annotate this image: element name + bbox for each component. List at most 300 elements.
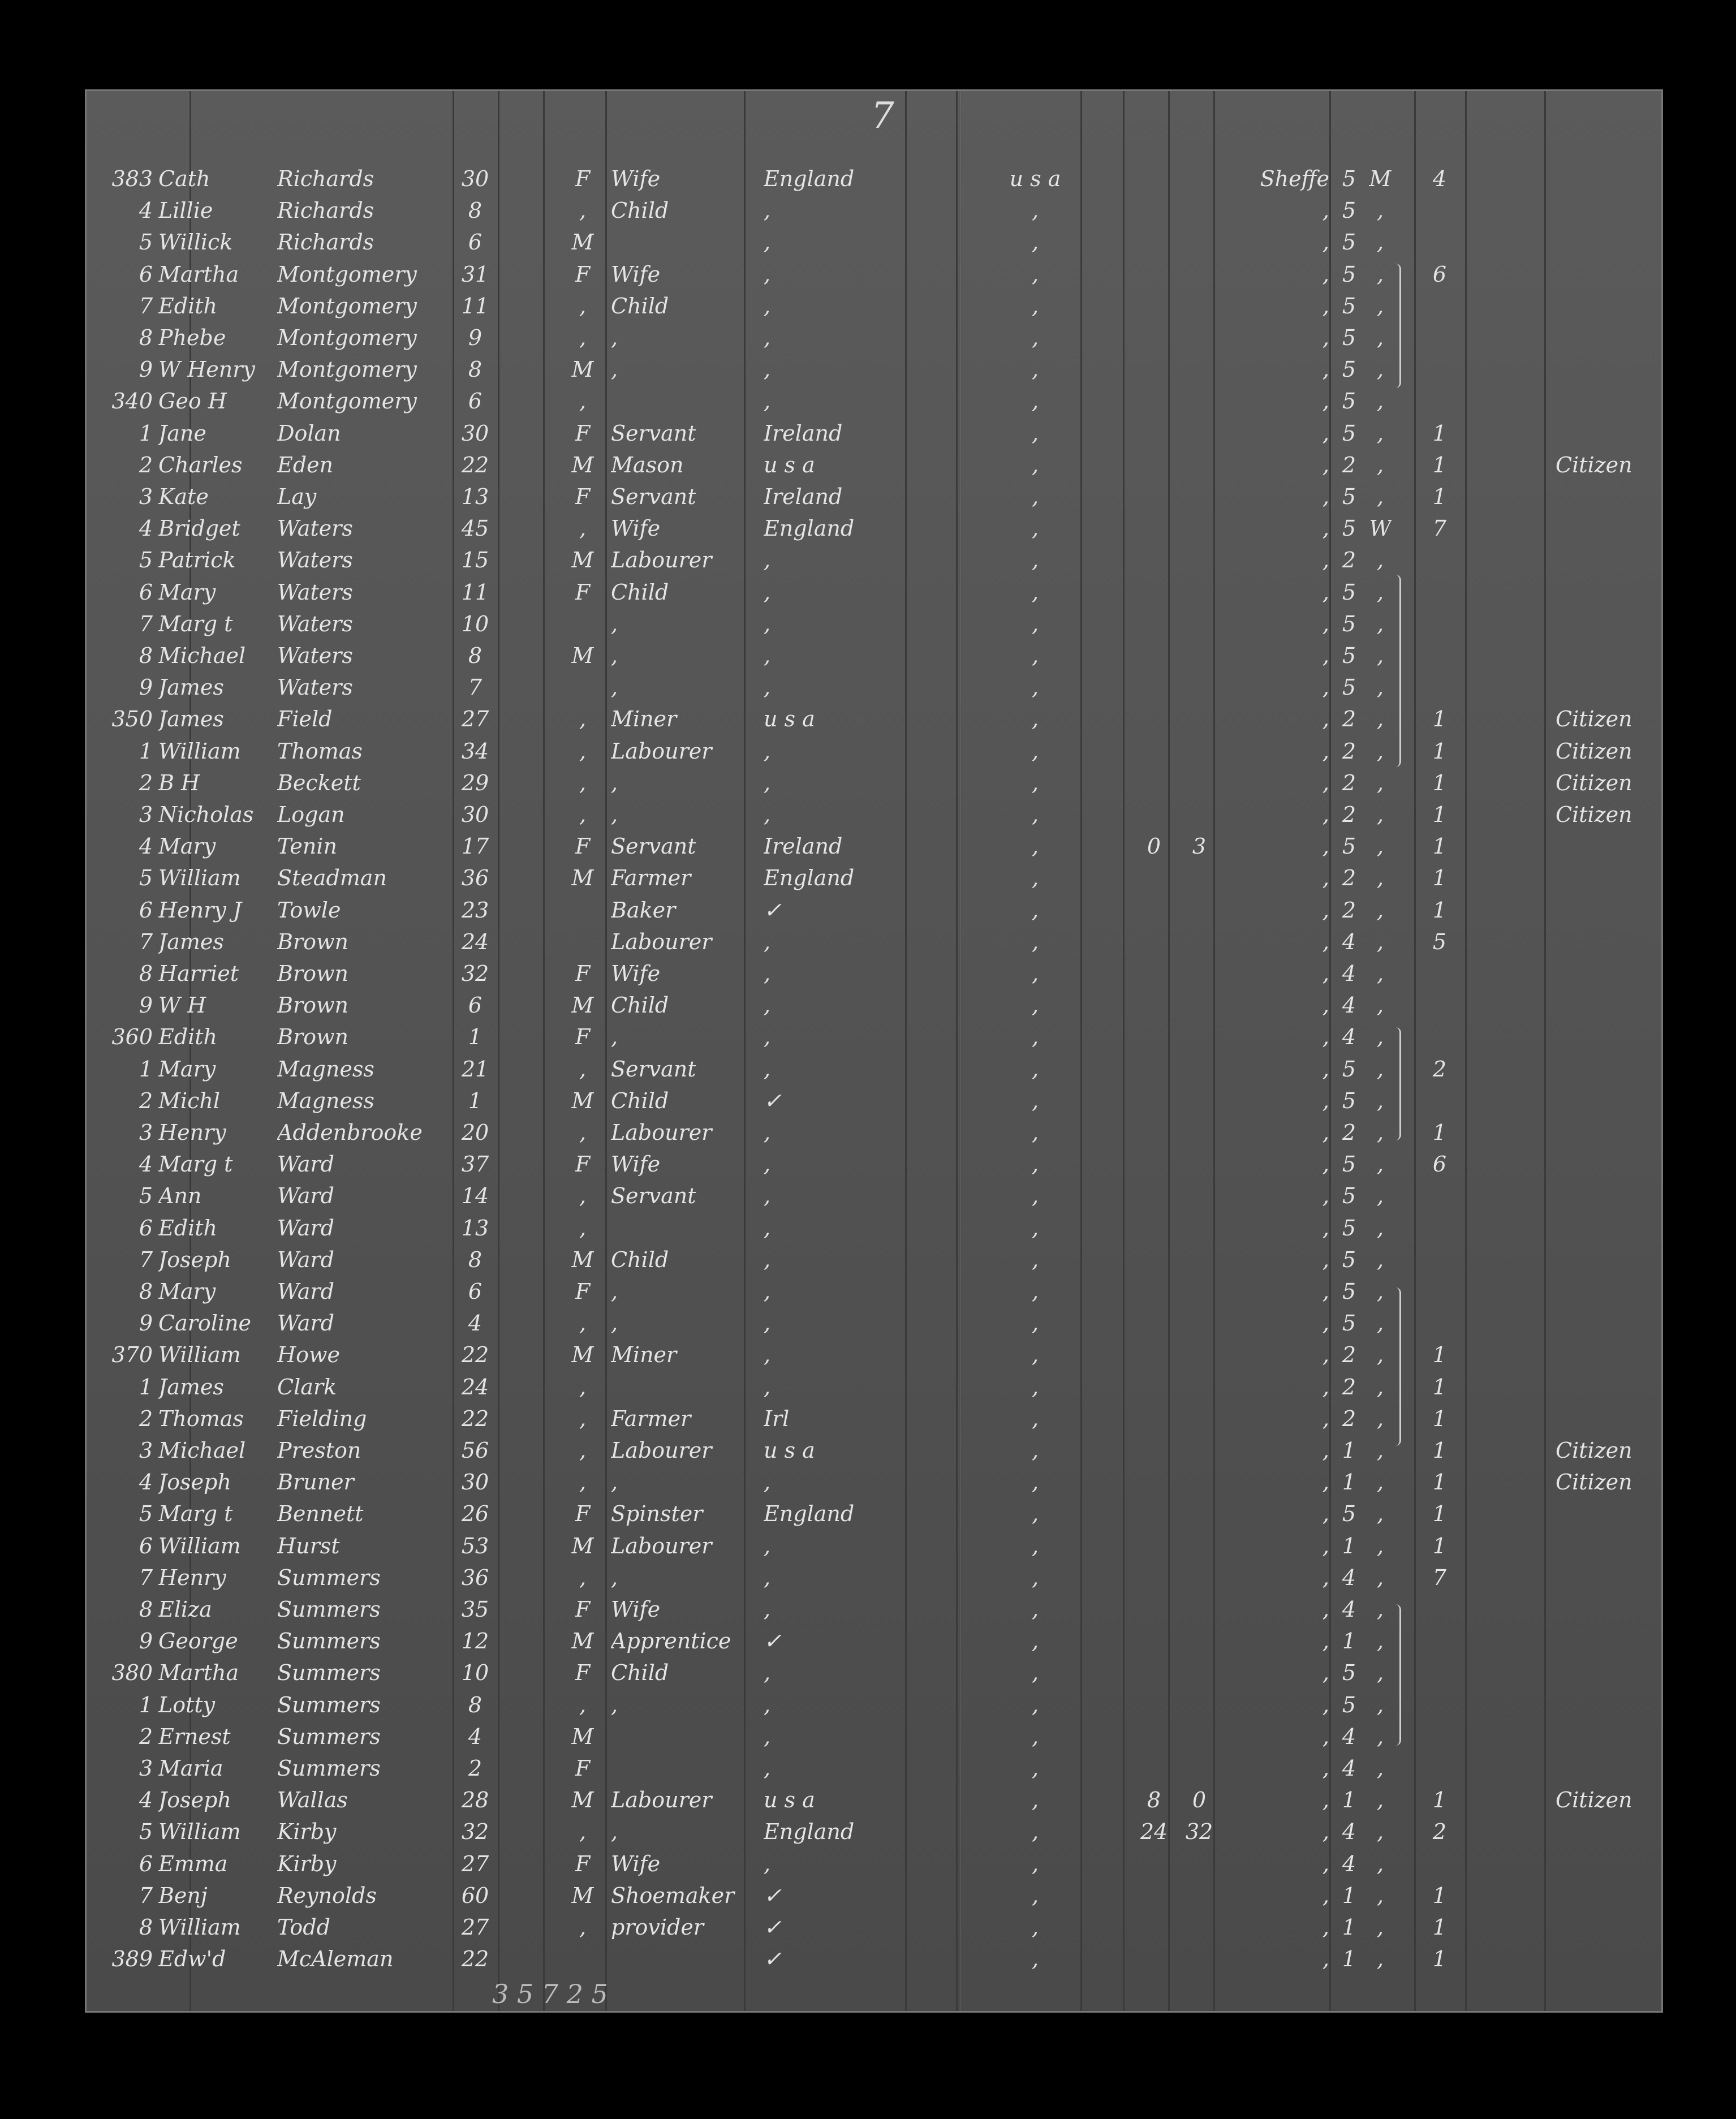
relationship-occupation: Wife <box>611 961 661 986</box>
census-row <box>85 1180 1663 1212</box>
age: 56 <box>461 1438 489 1463</box>
class: 4 <box>1342 1597 1356 1622</box>
citizenship: Citizen <box>1556 802 1632 827</box>
census-page <box>85 89 1663 2013</box>
relationship-occupation: Child <box>611 198 669 223</box>
count: 6 <box>1432 261 1447 287</box>
first-name: Geo H <box>158 389 227 414</box>
first-name: William <box>158 738 241 764</box>
last-name: Montgomery <box>277 325 417 350</box>
marital-mark: , <box>1376 484 1384 509</box>
relationship-occupation: Child <box>611 1247 669 1272</box>
marital-mark: , <box>1376 1438 1384 1463</box>
sex: , <box>579 770 587 795</box>
class: 1 <box>1342 1629 1356 1654</box>
first-name: Edith <box>158 1024 217 1050</box>
count: 1 <box>1432 1120 1447 1145</box>
birthplace: England <box>764 1819 855 1845</box>
count: 1 <box>1432 1470 1447 1495</box>
first-name: James <box>158 675 224 700</box>
census-row <box>85 799 1663 830</box>
count: 5 <box>1432 929 1447 954</box>
age: 8 <box>468 643 483 668</box>
class: 4 <box>1342 1024 1356 1050</box>
parents-birthplace: , <box>1031 452 1039 477</box>
citizenship: Citizen <box>1556 738 1632 764</box>
parents-birthplace: , <box>1031 929 1039 954</box>
last-name: Waters <box>277 611 353 636</box>
count: 1 <box>1432 1406 1447 1431</box>
state: , <box>1322 643 1329 668</box>
relationship-occupation: Servant <box>611 1183 696 1209</box>
row-number: 3 <box>139 484 153 509</box>
parents-birthplace: , <box>1031 198 1039 223</box>
age: 12 <box>461 1629 489 1654</box>
state: , <box>1322 1183 1329 1209</box>
relationship-occupation: Labourer <box>611 548 712 573</box>
count: 1 <box>1432 1533 1447 1558</box>
state: , <box>1322 389 1329 414</box>
census-row <box>85 354 1663 385</box>
state: , <box>1322 770 1329 795</box>
birthplace: , <box>764 1533 771 1558</box>
age: 11 <box>461 293 489 318</box>
parents-birthplace: , <box>1031 1183 1039 1209</box>
row-number: 4 <box>139 834 153 859</box>
marital-mark: , <box>1376 770 1384 795</box>
age: 8 <box>468 198 483 223</box>
birthplace: , <box>764 1152 771 1177</box>
count: 1 <box>1432 420 1447 446</box>
sex: M <box>571 993 594 1018</box>
row-number: 8 <box>139 1597 153 1622</box>
last-name: Clark <box>277 1374 337 1399</box>
relationship-occupation: Child <box>611 1660 669 1686</box>
class: 1 <box>1342 1533 1356 1558</box>
state: , <box>1322 1120 1329 1145</box>
marital-mark: , <box>1376 1088 1384 1113</box>
census-row <box>85 1244 1663 1276</box>
sex: M <box>571 1724 594 1749</box>
first-name: Patrick <box>158 548 236 573</box>
sex: M <box>571 548 594 573</box>
relationship-occupation: Servant <box>611 484 696 509</box>
state: , <box>1322 452 1329 477</box>
row-number: 5 <box>139 865 153 891</box>
sex: , <box>579 707 587 732</box>
census-row <box>85 1593 1663 1625</box>
state: , <box>1322 611 1329 636</box>
last-name: Kirby <box>277 1851 337 1876</box>
parents-birthplace: , <box>1031 484 1039 509</box>
age: 6 <box>468 389 483 414</box>
state: , <box>1322 1724 1329 1749</box>
birthplace: , <box>764 1183 771 1209</box>
marital-mark: W <box>1369 516 1392 541</box>
row-number: 8 <box>139 961 153 986</box>
relationship-occupation: Wife <box>611 1597 661 1622</box>
parents-birthplace: , <box>1031 993 1039 1018</box>
last-name: Lay <box>277 484 317 509</box>
census-row <box>85 671 1663 703</box>
row-number: 370 <box>111 1342 153 1368</box>
birthplace: , <box>764 675 771 700</box>
sex: M <box>571 1883 594 1908</box>
last-name: Bruner <box>277 1470 354 1495</box>
sex: M <box>571 452 594 477</box>
sex: , <box>579 1406 587 1431</box>
last-name: Towle <box>277 897 341 923</box>
birthplace: , <box>764 230 771 255</box>
row-number: 4 <box>139 1152 153 1177</box>
relationship-occupation: Child <box>611 993 669 1018</box>
sex: , <box>579 1470 587 1495</box>
class: 4 <box>1342 1756 1356 1781</box>
state: , <box>1322 1406 1329 1431</box>
last-name: Brown <box>277 961 348 986</box>
marital-mark: M <box>1369 166 1392 191</box>
census-row <box>85 1371 1663 1403</box>
parents-birthplace: , <box>1031 1692 1039 1717</box>
sex: M <box>571 865 594 891</box>
extra-col-2: 0 <box>1192 1788 1207 1813</box>
sex: F <box>575 834 591 859</box>
birthplace: ✓ <box>764 1915 782 1940</box>
first-name: Kate <box>158 484 209 509</box>
birthplace: , <box>764 293 771 318</box>
marital-mark: , <box>1376 643 1384 668</box>
relationship-occupation: , <box>611 357 618 382</box>
first-name: Eliza <box>158 1597 212 1622</box>
parents-birthplace: , <box>1031 1946 1039 1972</box>
parents-birthplace: , <box>1031 1438 1039 1463</box>
birthplace: , <box>764 1056 771 1082</box>
census-row <box>85 259 1663 290</box>
census-row <box>85 1530 1663 1562</box>
age: 22 <box>461 1406 489 1431</box>
state: , <box>1322 579 1329 605</box>
last-name: Brown <box>277 993 348 1018</box>
first-name: Michael <box>158 1438 246 1463</box>
relationship-occupation: Labourer <box>611 1788 712 1813</box>
parents-birthplace: , <box>1031 293 1039 318</box>
row-number: 389 <box>111 1946 153 1972</box>
marital-mark: , <box>1376 1629 1384 1654</box>
census-row <box>85 608 1663 640</box>
birthplace: England <box>764 166 855 191</box>
row-number: 7 <box>139 929 153 954</box>
row-number: 2 <box>139 770 153 795</box>
first-name: James <box>158 929 224 954</box>
parents-birthplace: , <box>1031 1660 1039 1686</box>
row-number: 6 <box>139 1851 153 1876</box>
birthplace: , <box>764 548 771 573</box>
census-row <box>85 385 1663 417</box>
row-number: 2 <box>139 1406 153 1431</box>
marital-mark: , <box>1376 579 1384 605</box>
birthplace: , <box>764 1692 771 1717</box>
marital-mark: , <box>1376 1501 1384 1527</box>
first-name: Henry <box>158 1565 226 1590</box>
class: 5 <box>1342 1152 1356 1177</box>
relationship-occupation: Child <box>611 579 669 605</box>
last-name: Summers <box>277 1565 381 1590</box>
sex: , <box>579 1056 587 1082</box>
relationship-occupation: , <box>611 770 618 795</box>
first-name: Lillie <box>158 198 213 223</box>
age: 31 <box>461 261 489 287</box>
census-row <box>85 1498 1663 1530</box>
marital-mark: , <box>1376 325 1384 350</box>
first-name: Martha <box>158 1660 239 1686</box>
marital-mark: , <box>1376 802 1384 827</box>
census-row <box>85 290 1663 322</box>
row-number: 4 <box>139 516 153 541</box>
age: 6 <box>468 993 483 1018</box>
marital-mark: , <box>1376 1660 1384 1686</box>
state: , <box>1322 1788 1329 1813</box>
count: 1 <box>1432 738 1447 764</box>
class: 5 <box>1342 389 1356 414</box>
first-name: Marg t <box>158 1152 233 1177</box>
row-number: 4 <box>139 198 153 223</box>
first-name: Phebe <box>158 325 226 350</box>
census-row <box>85 894 1663 926</box>
relationship-occupation: Servant <box>611 834 696 859</box>
last-name: Magness <box>277 1056 374 1082</box>
age: 30 <box>461 166 489 191</box>
state: , <box>1322 1629 1329 1654</box>
first-name: William <box>158 1915 241 1940</box>
first-name: George <box>158 1629 238 1654</box>
birthplace: Irl <box>764 1406 790 1431</box>
birthplace: ✓ <box>764 1629 782 1654</box>
relationship-occupation: , <box>611 1692 618 1717</box>
birthplace: , <box>764 1565 771 1590</box>
sex: , <box>579 1183 587 1209</box>
last-name: Summers <box>277 1756 381 1781</box>
state: , <box>1322 357 1329 382</box>
age: 9 <box>468 325 483 350</box>
class: 2 <box>1342 770 1356 795</box>
sex: F <box>575 420 591 446</box>
parents-birthplace: , <box>1031 1342 1039 1368</box>
count: 4 <box>1432 166 1447 191</box>
census-row <box>85 989 1663 1021</box>
birthplace: , <box>764 738 771 764</box>
parents-birthplace: , <box>1031 1501 1039 1527</box>
row-number: 5 <box>139 548 153 573</box>
age: 32 <box>461 1819 489 1845</box>
first-name: Caroline <box>158 1311 252 1336</box>
last-name: Field <box>277 707 333 732</box>
class: 2 <box>1342 897 1356 923</box>
last-name: Waters <box>277 675 353 700</box>
state: , <box>1322 1533 1329 1558</box>
sex: M <box>571 1088 594 1113</box>
last-name: Logan <box>277 802 345 827</box>
relationship-occupation: , <box>611 325 618 350</box>
birthplace: , <box>764 1342 771 1368</box>
relationship-occupation: , <box>611 611 618 636</box>
age: 45 <box>461 516 489 541</box>
last-name: Magness <box>277 1088 374 1113</box>
age: 21 <box>461 1056 489 1082</box>
first-name: Maria <box>158 1756 223 1781</box>
birthplace: England <box>764 516 855 541</box>
parents-birthplace: , <box>1031 1724 1039 1749</box>
last-name: Hurst <box>277 1533 340 1558</box>
row-number: 4 <box>139 1788 153 1813</box>
marital-mark: , <box>1376 738 1384 764</box>
sex: , <box>579 516 587 541</box>
state: , <box>1322 1470 1329 1495</box>
state: , <box>1322 961 1329 986</box>
first-name: Benj <box>158 1883 208 1908</box>
state: , <box>1322 198 1329 223</box>
class: 2 <box>1342 1342 1356 1368</box>
count: 2 <box>1432 1056 1447 1082</box>
census-row <box>85 926 1663 958</box>
age: 17 <box>461 834 489 859</box>
marital-mark: , <box>1376 1851 1384 1876</box>
parents-birthplace: , <box>1031 897 1039 923</box>
row-number: 2 <box>139 452 153 477</box>
class: 2 <box>1342 865 1356 891</box>
age: 22 <box>461 452 489 477</box>
sex: , <box>579 1311 587 1336</box>
sex: F <box>575 579 591 605</box>
relationship-occupation: Labourer <box>611 929 712 954</box>
parents-birthplace: , <box>1031 1915 1039 1940</box>
first-name: Mary <box>158 1056 216 1082</box>
row-number: 5 <box>139 1183 153 1209</box>
count: 1 <box>1432 484 1447 509</box>
row-number: 9 <box>139 993 153 1018</box>
birthplace: u s a <box>764 1438 815 1463</box>
state: , <box>1322 1024 1329 1050</box>
census-row <box>85 481 1663 512</box>
state: , <box>1322 1088 1329 1113</box>
row-number: 7 <box>139 293 153 318</box>
relationship-occupation: Miner <box>611 1342 677 1368</box>
state: , <box>1322 929 1329 954</box>
parents-birthplace: , <box>1031 1819 1039 1845</box>
birthplace: , <box>764 1724 771 1749</box>
class: 5 <box>1342 611 1356 636</box>
relationship-occupation: Labourer <box>611 1533 712 1558</box>
family-bracket <box>1392 575 1401 767</box>
last-name: Waters <box>277 516 353 541</box>
class: 2 <box>1342 548 1356 573</box>
age: 60 <box>461 1883 489 1908</box>
last-name: Ward <box>277 1279 334 1304</box>
class: 2 <box>1342 1406 1356 1431</box>
state: , <box>1322 865 1329 891</box>
birthplace: , <box>764 802 771 827</box>
first-name: Henry <box>158 1120 226 1145</box>
age: 20 <box>461 1120 489 1145</box>
birthplace: , <box>764 611 771 636</box>
census-row <box>85 1403 1663 1435</box>
count: 6 <box>1432 1152 1447 1177</box>
sex: F <box>575 261 591 287</box>
class: 1 <box>1342 1788 1356 1813</box>
class: 4 <box>1342 1851 1356 1876</box>
count: 1 <box>1432 1342 1447 1368</box>
birthplace: Ireland <box>764 834 843 859</box>
class: 5 <box>1342 198 1356 223</box>
birthplace: , <box>764 389 771 414</box>
row-number: 1 <box>139 738 153 764</box>
birthplace: , <box>764 1279 771 1304</box>
class: 5 <box>1342 516 1356 541</box>
marital-mark: , <box>1376 357 1384 382</box>
age: 8 <box>468 1692 483 1717</box>
count: 1 <box>1432 770 1447 795</box>
row-number: 380 <box>111 1660 153 1686</box>
row-number: 8 <box>139 1279 153 1304</box>
class: 5 <box>1342 1183 1356 1209</box>
last-name: Kirby <box>277 1819 337 1845</box>
parents-birthplace: , <box>1031 1374 1039 1399</box>
last-name: Ward <box>277 1215 334 1241</box>
marital-mark: , <box>1376 1565 1384 1590</box>
citizenship: Citizen <box>1556 452 1632 477</box>
parents-birthplace: , <box>1031 1565 1039 1590</box>
age: 11 <box>461 579 489 605</box>
parents-birthplace: , <box>1031 1406 1039 1431</box>
last-name: Wallas <box>277 1788 348 1813</box>
age: 10 <box>461 611 489 636</box>
relationship-occupation: Baker <box>611 897 676 923</box>
birthplace: u s a <box>764 1788 815 1813</box>
marital-mark: , <box>1376 1183 1384 1209</box>
relationship-occupation: Apprentice <box>611 1629 731 1654</box>
last-name: Richards <box>277 230 374 255</box>
parents-birthplace: , <box>1031 230 1039 255</box>
last-name: Ward <box>277 1183 334 1209</box>
first-name: James <box>158 1374 224 1399</box>
class: 2 <box>1342 707 1356 732</box>
birthplace: , <box>764 961 771 986</box>
census-row <box>85 1435 1663 1466</box>
marital-mark: , <box>1376 1247 1384 1272</box>
parents-birthplace: , <box>1031 675 1039 700</box>
census-row <box>85 576 1663 608</box>
class: 5 <box>1342 230 1356 255</box>
parents-birthplace: , <box>1031 1629 1039 1654</box>
row-number: 9 <box>139 357 153 382</box>
age: 6 <box>468 1279 483 1304</box>
class: 5 <box>1342 1501 1356 1527</box>
last-name: Waters <box>277 643 353 668</box>
parents-birthplace: , <box>1031 961 1039 986</box>
last-name: Brown <box>277 929 348 954</box>
family-bracket <box>1392 1604 1401 1746</box>
census-row <box>85 1721 1663 1752</box>
first-name: Martha <box>158 261 239 287</box>
state: , <box>1322 1660 1329 1686</box>
sex: M <box>571 357 594 382</box>
first-name: Harriet <box>158 961 239 986</box>
age: 10 <box>461 1660 489 1686</box>
row-number: 6 <box>139 1215 153 1241</box>
state: , <box>1322 1056 1329 1082</box>
state: , <box>1322 420 1329 446</box>
class: 5 <box>1342 1247 1356 1272</box>
marital-mark: , <box>1376 834 1384 859</box>
